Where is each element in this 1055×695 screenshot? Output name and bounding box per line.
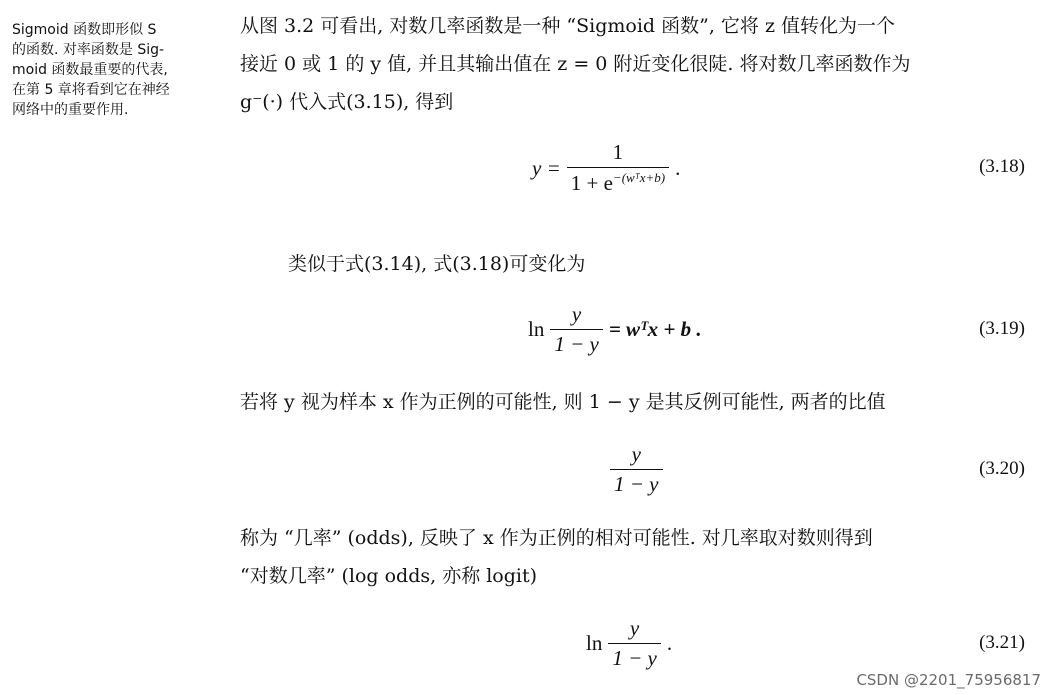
paragraph-line: 接近 0 或 1 的 y 值, 并且其输出值在 z = 0 附近变化很陡. 将对数几率函数作为 <box>240 53 911 75</box>
equation-number: (3.19) <box>979 318 1025 339</box>
equation-body <box>532 140 680 196</box>
fraction-denominator: 1 − y <box>608 643 661 671</box>
equation-lhs: y = <box>532 155 561 180</box>
equation-body <box>604 442 669 497</box>
fraction <box>608 616 661 671</box>
watermark: CSDN @2201_75956817 <box>856 671 1041 689</box>
margin-note-line: 在第 5 章将看到它在神经 <box>12 82 170 98</box>
paragraph-line: 称为 “几率” (odds), 反映了 x 作为正例的相对可能性. 对几率取对数则得到 <box>240 527 873 549</box>
equation-tail: . <box>666 631 673 655</box>
equation-3-20 <box>240 442 1025 502</box>
margin-note <box>12 20 216 120</box>
fraction-denominator: 1 − y <box>610 469 663 497</box>
exponent: −(wᵀx+b) <box>612 170 666 185</box>
equation-number: (3.21) <box>979 632 1025 653</box>
fraction-denominator: 1 − y <box>550 329 603 357</box>
denominator-base: 1 + e <box>570 171 613 195</box>
paragraph-line: g⁻(·) 代入式(3.15), 得到 <box>240 91 454 113</box>
fraction-numerator: y <box>631 442 641 466</box>
margin-note-line: Sigmoid 函数即形似 S <box>12 22 157 38</box>
equation-rhs: = wᵀx + b . <box>608 317 702 341</box>
margin-note-line: 的函数. 对率函数是 Sig- <box>12 42 165 58</box>
equation-tail: . <box>675 155 681 180</box>
fraction-numerator: 1 <box>612 140 624 164</box>
equation-body <box>586 616 672 671</box>
paragraph-line: 若将 y 视为样本 x 作为正例的可能性, 则 1 − y 是其反例可能性, 两者的比值 <box>240 391 886 413</box>
fraction-numerator: y <box>629 616 640 640</box>
paragraph-line: “对数几率” (log odds, 亦称 logit) <box>240 565 538 587</box>
equation-3-18 <box>240 140 1025 200</box>
margin-note-line: moid 函数最重要的代表, <box>12 62 168 78</box>
fraction-numerator: y <box>571 302 582 326</box>
equation-3-19 <box>240 302 1025 362</box>
paragraph-line: 从图 3.2 可看出, 对数几率函数是一种 “Sigmoid 函数”, 它将 z 值转化为一个 <box>240 15 896 37</box>
fraction <box>550 302 603 357</box>
ln-operator: ln <box>528 317 545 341</box>
fraction <box>567 140 669 196</box>
equation-3-21 <box>240 616 1025 676</box>
paragraph-line: 类似于式(3.14), 式(3.18)可变化为 <box>288 253 586 275</box>
equation-body <box>528 302 702 357</box>
ln-operator: ln <box>586 631 603 655</box>
fraction-denominator <box>567 167 669 196</box>
fraction <box>610 442 663 497</box>
equation-number: (3.18) <box>979 156 1025 177</box>
margin-note-line: 网络中的重要作用. <box>12 102 129 118</box>
equation-number: (3.20) <box>979 458 1025 479</box>
